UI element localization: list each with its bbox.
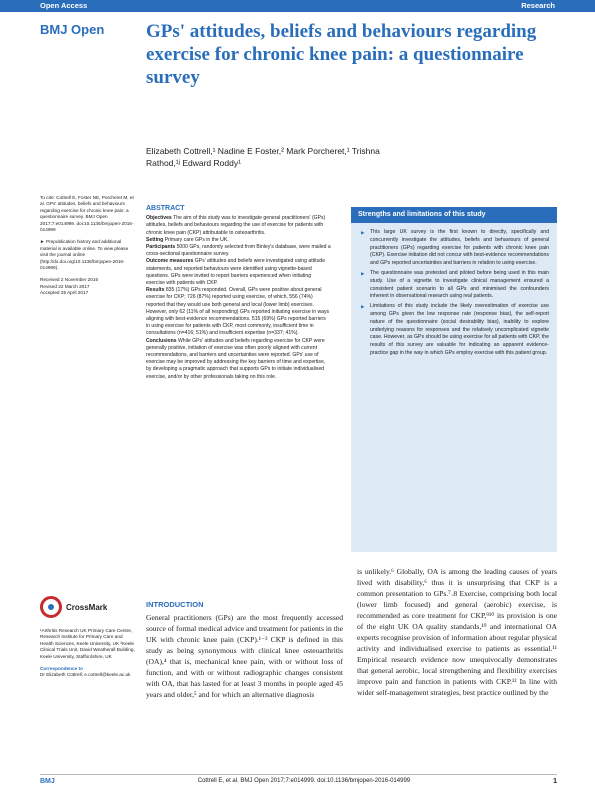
received-date: Received 2 November 2016 xyxy=(40,277,99,283)
strengths-heading: Strengths and limitations of this study xyxy=(351,207,557,223)
affiliations xyxy=(40,628,135,679)
strengths-box xyxy=(351,207,557,552)
introduction-column-right: is unlikely.⁶ Globally, OA is among the leading causes of years lived with disability,⁶ thus it is unsurprising that CKP is a common presentation to GPs.⁷˒8 Exercise, comprising both local (lower limb focused) and general (aerobic) exercise, is recommended as core treatment for CKP,⁹¹⁰ its provision is one of the eight UK OA quality standards,¹⁰ and international OA experts recognise provision of information about regular physical activity and individualised exercise to patients as essential.¹¹ Empirical research evidence now unequivocally demonstrates that general aerobic, local strengthening and flexibility exercises improve pain and function in patients with CKP.¹² In line with wider self-management strategies, best practice outlined by the xyxy=(357,567,557,697)
conclusions-label: Conclusions xyxy=(146,337,177,344)
setting-text: Primary care GPs in the UK. xyxy=(164,236,229,243)
prepublication-note[interactable]: ► Prepublication history and additional material is available online. To view please visit the journal online (http://dx.doi.org/10.1136/bmjopen-2016-014999). xyxy=(40,239,129,271)
accepted-date: Accepted 25 April 2017 xyxy=(40,290,89,296)
citation-note: To cite: Cottrell E, Foster NE, Porcheret M, et al. GPs' attitudes, beliefs and behaviours regarding exercise for chronic knee pain: a questionnaire survey. BMJ Open 2017;7:e014999. doi:10.1136/bmjopen-2016-014999 xyxy=(40,195,134,233)
results-text: 835 (17%) GPs responded. Overall, GPs were positive about general exercise for CKP; 726 (87%) reported using exercise, of which, 556 (74%) reported that they would use both general and local (lower limb) exercises. However, only 62 (11% of all responding) GPs reported initiating exercise in ways aligning with best-evidence recommendations. 515 (69%) GPs reported barriers in using exercise for patients with CKP, most commonly, insufficient time in consultations (n=416; 51%) and insufficient expertise (n=337; 41%). xyxy=(146,287,330,337)
abstract-participants xyxy=(146,244,331,258)
correspondence-heading: Correspondence to xyxy=(40,666,83,672)
correspondence-text[interactable]: Dr Elizabeth Cottrell; e.cottrell@keele.ac.uk xyxy=(40,672,131,678)
left-sidebar xyxy=(40,195,135,303)
participants-text: 5000 GPs, randomly selected from Binley's database, were mailed a cross-sectional questionnaire survey. xyxy=(146,244,331,258)
setting-label: Setting xyxy=(146,236,164,243)
introduction-column-left: General practitioners (GPs) are the most frequently accessed source of formal medical advice and treatment for patients in the UK with chronic knee pain (CKP).¹⁻³ CKP is defined in this study as being synonymous with clinical knee osteoarthritis (OA),⁴ that is, mechanical knee pain, with or without loss of function, and with or without radiographic changes consistent with OA, that has lasted for at least 3 months in people aged 45 years and older,⁵ and for which an alternative diagnosis xyxy=(146,613,343,699)
page-footer xyxy=(40,774,557,785)
abstract-results xyxy=(146,287,331,337)
abstract-conclusions xyxy=(146,338,331,381)
footer-citation: Cottrell E, et al. BMJ Open 2017;7:e014999. doi:10.1136/bmjopen-2016-014999 xyxy=(197,778,411,784)
author-list: Elizabeth Cottrell,¹ Nadine E Foster,² Mark Porcheret,¹ Trishna Rathod,¹ʲ Edward Roddy¹ xyxy=(146,146,380,168)
journal-logo: BMJ Open xyxy=(40,22,105,37)
footer-logo: BMJ xyxy=(40,778,55,785)
crossmark-label: CrossMark xyxy=(66,602,108,612)
section-label: Research xyxy=(521,1,555,10)
abstract xyxy=(146,205,331,381)
article-title: GPs' attitudes, beliefs and behaviours regarding exercise for chronic knee pain: a questionnaire survey xyxy=(146,21,537,88)
revised-date: Revised 22 March 2017 xyxy=(40,283,90,289)
participants-label: Participants xyxy=(146,244,176,251)
open-access-label: Open Access xyxy=(40,1,88,10)
page-number: 1 xyxy=(553,778,557,785)
objectives-text: The aim of this study was to investigate general practitioners' (GPs) attitudes, beliefs and behaviours regarding the use of exercise for patients with chronic knee pain (CKP) attributable to osteoarthritis. xyxy=(146,215,326,236)
strengths-list xyxy=(351,223,557,358)
results-label: Results xyxy=(146,287,165,294)
strength-item: ▶ The questionnaire was pretested and piloted before being used in this main study. Use of a vignette to investigate clinical management ensured a consistent patient scenario to all GPs and minimised the confounders inherent in observational research using real patients. xyxy=(361,270,549,301)
header-bar xyxy=(0,0,595,12)
abstract-setting xyxy=(146,237,331,244)
outcomes-text: GPs' attitudes and beliefs were investigated using attitude statements, and reported behaviours were identified using vignette-based questions. GPs were invited to report barriers experienced when initiating exercise with patients with CKP. xyxy=(146,258,326,287)
strength-item: ▶ This large UK survey is the first known to directly, specifically and concurrently investigate the attitudes, beliefs and behaviours of general practitioners (GPs) regarding exercise for patients with chronic knee pain (CKP). Exercise initiation did not concur with best-evidence recommendations and GPs reported uncertainties and barriers in relation to using exercise. xyxy=(361,229,549,268)
outcomes-label: Outcome measures xyxy=(146,258,194,265)
abstract-objectives xyxy=(146,215,331,237)
abstract-heading: ABSTRACT xyxy=(146,205,185,212)
affiliation-text: ¹Arthritis Research UK Primary Care Centre, Research Institute for Primary Care and Health Sciences, Keele University, UK ²Keele Clinical Trials Unit, David Weatherall Building, Keele University, Staffordshire, UK xyxy=(40,628,135,659)
crossmark-badge[interactable] xyxy=(40,594,132,620)
abstract-outcomes xyxy=(146,258,331,287)
crossmark-icon xyxy=(40,596,62,618)
conclusions-text: While GPs' attitudes and beliefs regarding exercise for CKP were generally positive, initiation of exercise was often poorly aligned with current recommendations, and barriers and uncertainties were reported. GPs' use of exercise may be improved by addressing the key barriers of time and expertise, by developing a pragmatic approach that supports GPs to initiate individualised exercise, and/or by other professionals taking on this role. xyxy=(146,337,326,380)
strength-item: ▶ Limitations of this study include the likely overestimation of exercise use among GPs given the low response rate (response bias), the self-report nature of the questionnaire (social desirability bias), inability to explore underlying reasons for responses and the relatively uncomplicated vignette case. However, as GPs should be using exercise for all patients with CKP, the results of this survey are valuable for indicating an apparent evidence-practice gap in the way in which GPs employ exercise with this patient group. xyxy=(361,303,549,358)
introduction-heading: INTRODUCTION xyxy=(146,600,204,609)
objectives-label: Objectives xyxy=(146,215,172,222)
